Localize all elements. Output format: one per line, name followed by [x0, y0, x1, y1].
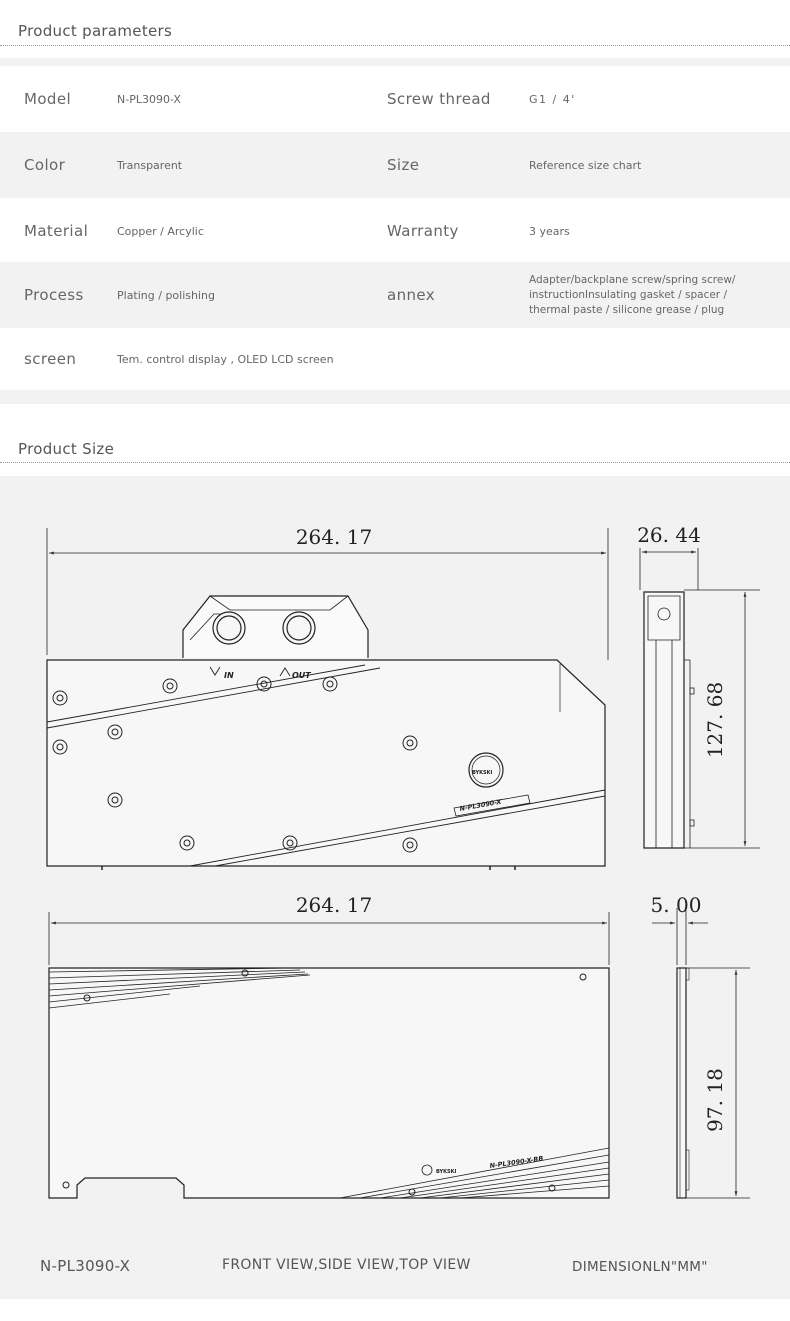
size-title-rule: [0, 462, 790, 463]
value-color: Transparent: [117, 158, 183, 172]
side-view: [640, 548, 760, 848]
value-screw-thread: G1 / 4': [529, 92, 576, 106]
value-annex: [529, 262, 735, 328]
front-model-plate: N-PL3090-X: [458, 797, 502, 813]
value-annex-line-2: instructionInsulating gasket / spacer /: [529, 288, 727, 301]
back-logo: BYKSKI: [436, 1169, 457, 1175]
label-process: Process: [24, 286, 84, 304]
value-warranty: 3 years: [529, 224, 570, 238]
params-title-rule: [0, 45, 790, 46]
side-height-dimension: 127. 68: [703, 681, 727, 759]
params-bottom-band: [0, 390, 790, 404]
dimension-drawing: [0, 476, 790, 1299]
port-out-label: OUT: [292, 671, 311, 680]
params-title: Product parameters: [18, 22, 173, 40]
back-width-dimension: 264. 17: [295, 893, 373, 917]
param-row-model: [0, 66, 790, 132]
back-height-dimension: 97. 18: [703, 1068, 727, 1132]
back-view: [49, 912, 609, 1198]
value-annex-line-3: thermal paste / silicone grease / plug: [529, 303, 725, 316]
label-material: Material: [24, 222, 89, 240]
param-row-process: [0, 262, 790, 328]
label-warranty: Warranty: [387, 222, 459, 240]
param-row-color: [0, 132, 790, 198]
value-screen: Tem. control display , OLED LCD screen: [117, 352, 334, 366]
value-size: Reference size chart: [529, 158, 642, 172]
front-view: [47, 528, 608, 870]
size-title: Product Size: [18, 440, 115, 458]
value-process: Plating / polishing: [117, 288, 215, 302]
front-logo: BYKSKI: [472, 770, 493, 776]
footer-views: FRONT VIEW,SIDE VIEW,TOP VIEW: [222, 1257, 471, 1273]
value-annex-line-1: Adapter/backplane screw/spring screw/: [529, 273, 736, 286]
label-screw-thread: Screw thread: [387, 90, 491, 108]
footer-units: DIMENSIONLN"MM": [572, 1259, 708, 1275]
front-width-dimension: 264. 17: [295, 525, 373, 549]
back-side-view: [652, 908, 750, 1198]
label-size: Size: [387, 156, 420, 174]
label-screen: screen: [24, 350, 77, 368]
side-thickness-dimension: 26. 44: [637, 523, 701, 547]
dimension-drawing-area: [0, 476, 790, 1299]
back-thickness-dimension: 5. 00: [650, 893, 702, 917]
param-row-material: [0, 198, 790, 264]
param-row-screen: [0, 326, 790, 392]
value-material: Copper / Arcylic: [117, 224, 204, 238]
value-model: N-PL3090-X: [117, 92, 181, 106]
label-model: Model: [24, 90, 72, 108]
footer-model: N-PL3090-X: [40, 1257, 131, 1275]
label-annex: annex: [387, 286, 436, 304]
params-top-band: [0, 58, 790, 66]
back-model-plate: N-PL3090-X-BB: [489, 1154, 544, 1170]
label-color: Color: [24, 156, 66, 174]
port-in-label: IN: [224, 671, 234, 680]
